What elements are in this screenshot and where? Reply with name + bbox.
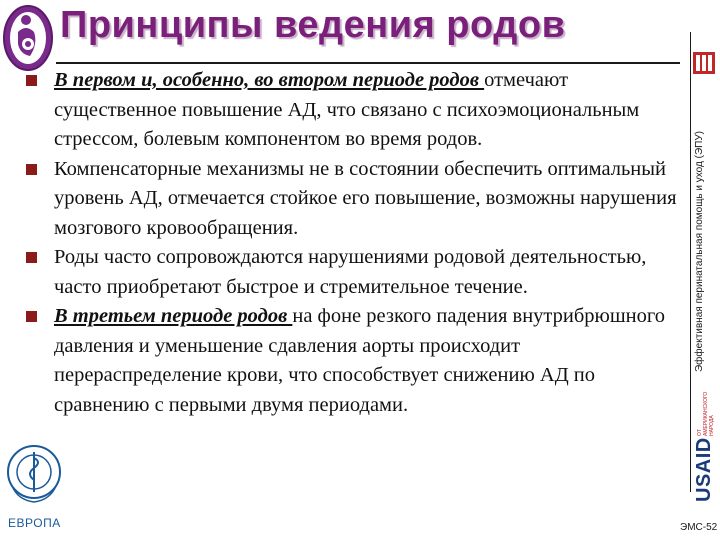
bullet-text: Компенсаторные механизмы не в состоянии обеспечить оптимальный уровень АД, отмечается стойкое его повышение, возможны нарушения мозгового кровообращения. — [54, 157, 677, 239]
bullet-text: на фоне резкого падения внутрибрюшного давления и уменьшение сдавления аорты происходит перераспределение крови, что способствует снижению АД по сравнению с первыми двумя периодами. — [54, 305, 665, 416]
page-title: Принципы ведения родов — [60, 4, 566, 46]
slide-number: ЭМС-52 — [680, 522, 718, 533]
eci-logo-icon — [693, 52, 715, 74]
usaid-wordmark: USAID — [693, 437, 715, 502]
who-emblem-icon — [4, 428, 64, 516]
maternity-logo-icon — [2, 2, 60, 74]
bullet-marker-icon — [26, 252, 37, 263]
bullet-marker-icon — [26, 311, 37, 322]
who-region-label: ЕВРОПА — [8, 516, 61, 530]
bullet-emphasis: В третьем периоде родов — [54, 305, 293, 327]
bullet-item — [22, 243, 682, 302]
bullet-item — [22, 302, 682, 420]
title-divider — [56, 62, 680, 64]
bullet-item — [22, 66, 682, 155]
bullet-text: Роды часто сопровождаются нарушениями родовой деятельностью, часто приобретают быстрое и стремительное течение. — [54, 246, 647, 298]
bullet-item — [22, 155, 682, 244]
bullet-text: отмечают существенное повышение АД, что связано с психоэмоциональным стрессом, болевым компонентом во время родов. — [54, 69, 640, 150]
usaid-tagline: ОТ АМЕРИКАНСКОГО НАРОДА — [697, 391, 715, 436]
usaid-logo — [693, 392, 717, 502]
bullet-marker-icon — [26, 164, 37, 175]
side-caption: Эффективная перинатальная помощь и уход (ЭПУ) — [694, 130, 705, 372]
bullet-list — [22, 66, 682, 420]
bullet-emphasis: В первом и, особенно, во втором периоде родов — [54, 69, 485, 91]
bullet-marker-icon — [26, 75, 37, 86]
side-divider — [690, 32, 691, 492]
